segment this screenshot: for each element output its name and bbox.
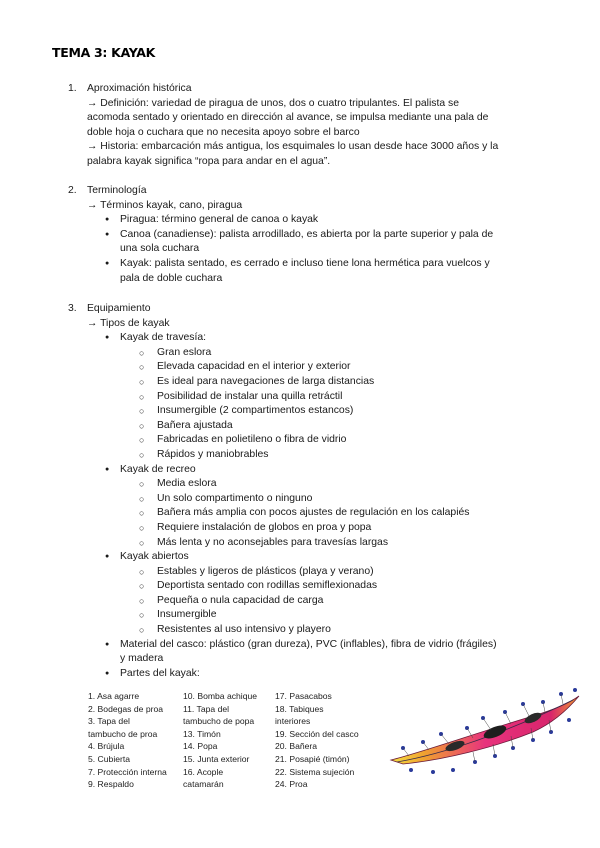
sub-list-item: ○ Bañera ajustada	[139, 419, 548, 434]
kayak-illustration	[383, 682, 583, 780]
legend-item: 1. Asa agarre	[88, 691, 140, 701]
sub-list-item: ○ Insumergible	[139, 608, 548, 623]
sub-list-item: ○ Un solo compartimento o ninguno	[139, 492, 548, 507]
legend-item: 21. Posapié (timón)	[275, 753, 350, 764]
section-number: 3.	[68, 303, 77, 314]
page-title: TEMA 3: KAYAK	[52, 45, 156, 60]
text-line: → Términos kayak, cano, piragua	[87, 199, 243, 211]
list-item: ● Partes del kayak:	[105, 667, 548, 682]
text-line: acomoda sentado y orientado en dirección al avance, se impulsa mediante una pala de	[87, 112, 489, 124]
legend-column	[183, 690, 257, 791]
sub-list-item: ○ Elevada capacidad en el interior y exterior	[139, 360, 548, 375]
sub-list-item: ○ Pequeña o nula capacidad de carga	[139, 594, 548, 609]
legend-item: 7. Protección interna	[88, 766, 167, 777]
legend-column	[275, 690, 359, 791]
sub-list-item: ○ Fabricadas en polietileno o fibra de vidrio	[139, 433, 548, 448]
legend-item: tambucho de popa	[183, 716, 255, 727]
kayak-parts-legend	[88, 690, 374, 808]
list-item: ● Kayak: palista sentado, es cerrado e incluso tiene lona hermética para vuelcos y pala de doble cuchara	[105, 257, 538, 286]
legend-item: catamarán	[183, 779, 224, 790]
section-heading: Terminología	[87, 185, 147, 196]
list-item: ● Canoa (canadiense): palista arrodillado, es abierta por la parte superior y pala de una sola cuchara	[105, 228, 538, 257]
legend-item: tambucho de proa	[88, 728, 158, 739]
legend-item: 22. Sistema sujeción	[275, 766, 355, 777]
legend-item: 24. Proa	[275, 779, 308, 790]
sub-list-item: ○ Posibilidad de instalar una quilla retráctil	[139, 390, 548, 405]
section-number: 2.	[68, 185, 77, 196]
sub-list-item: ○ Insumergible (2 compartimentos estancos)	[139, 404, 548, 419]
list-item: ● Kayak abiertos	[105, 550, 548, 565]
legend-item: 10. Bomba achique	[183, 691, 258, 701]
section-terminologia	[68, 184, 538, 286]
text-line: palabra kayak significa “ropa para andar en el agua”.	[87, 155, 331, 167]
list-item: ● Piragua: término general de canoa o kayak	[105, 213, 538, 228]
sub-list-item: ○ Deportista sentado con rodillas semiflexionadas	[139, 579, 548, 594]
sub-list-item: ○ Media eslora	[139, 477, 548, 492]
legend-item: 11. Tapa del	[183, 703, 230, 714]
section-historia	[68, 82, 538, 170]
legend-item: 17. Pasacabos	[275, 691, 332, 701]
section-equipamiento	[68, 302, 548, 681]
legend-item: interiores	[275, 716, 311, 727]
list-item: ● Material del casco: plástico (gran dureza), PVC (inflables), fibra de vidrio (frágiles) y madera	[105, 638, 548, 667]
sub-list-item: ○ Requiere instalación de globos en proa y popa	[139, 521, 548, 536]
section-heading: Equipamiento	[87, 303, 151, 314]
legend-item: 15. Junta exterior	[183, 753, 250, 764]
legend-item: 13. Timón	[183, 728, 221, 739]
sub-list-item: ○ Es ideal para navegaciones de larga distancias	[139, 375, 548, 390]
legend-item: 2. Bodegas de proa	[88, 703, 164, 714]
list-item: ● Kayak de recreo	[105, 463, 548, 478]
section-number: 1.	[68, 83, 77, 94]
legend-item: 9. Respaldo	[88, 779, 134, 790]
list-item: ● Kayak de travesía:	[105, 331, 548, 346]
legend-item: 14. Popa	[183, 741, 218, 752]
text-line: → Tipos de kayak	[87, 317, 170, 329]
sub-list-item: ○ Más lenta y no aconsejables para travesías largas	[139, 536, 548, 551]
legend-item: 19. Sección del casco	[275, 728, 359, 739]
legend-item: 16. Acople	[183, 766, 224, 777]
legend-column	[88, 690, 167, 791]
text-line: → Definición: variedad de piragua de unos, dos o cuatro tripulantes. El palista se	[87, 97, 459, 109]
sub-list-item: ○ Estables y ligeros de plásticos (playa y verano)	[139, 565, 548, 580]
sub-list-item: ○ Resistentes al uso intensivo y playero	[139, 623, 548, 638]
sub-list-item: ○ Gran eslora	[139, 346, 548, 361]
legend-item: 18. Tabiques	[275, 703, 324, 714]
sub-list-item: ○ Bañera más amplia con pocos ajustes de regulación en los calapiés	[139, 506, 548, 521]
legend-item: 3. Tapa del	[88, 716, 130, 727]
text-line: doble hoja o cuchara que no necesita apoyo sobre el barco	[87, 126, 360, 138]
sub-list-item: ○ Rápidos y maniobrables	[139, 448, 548, 463]
text-line: → Historia: embarcación más antigua, los esquimales lo usan desde hace 3000 años y la	[87, 141, 499, 153]
legend-item: 5. Cubierta	[88, 753, 131, 764]
legend-item: 4. Brújula	[88, 741, 125, 752]
section-heading: Aproximación histórica	[87, 83, 192, 94]
legend-item: 20. Bañera	[275, 741, 318, 752]
